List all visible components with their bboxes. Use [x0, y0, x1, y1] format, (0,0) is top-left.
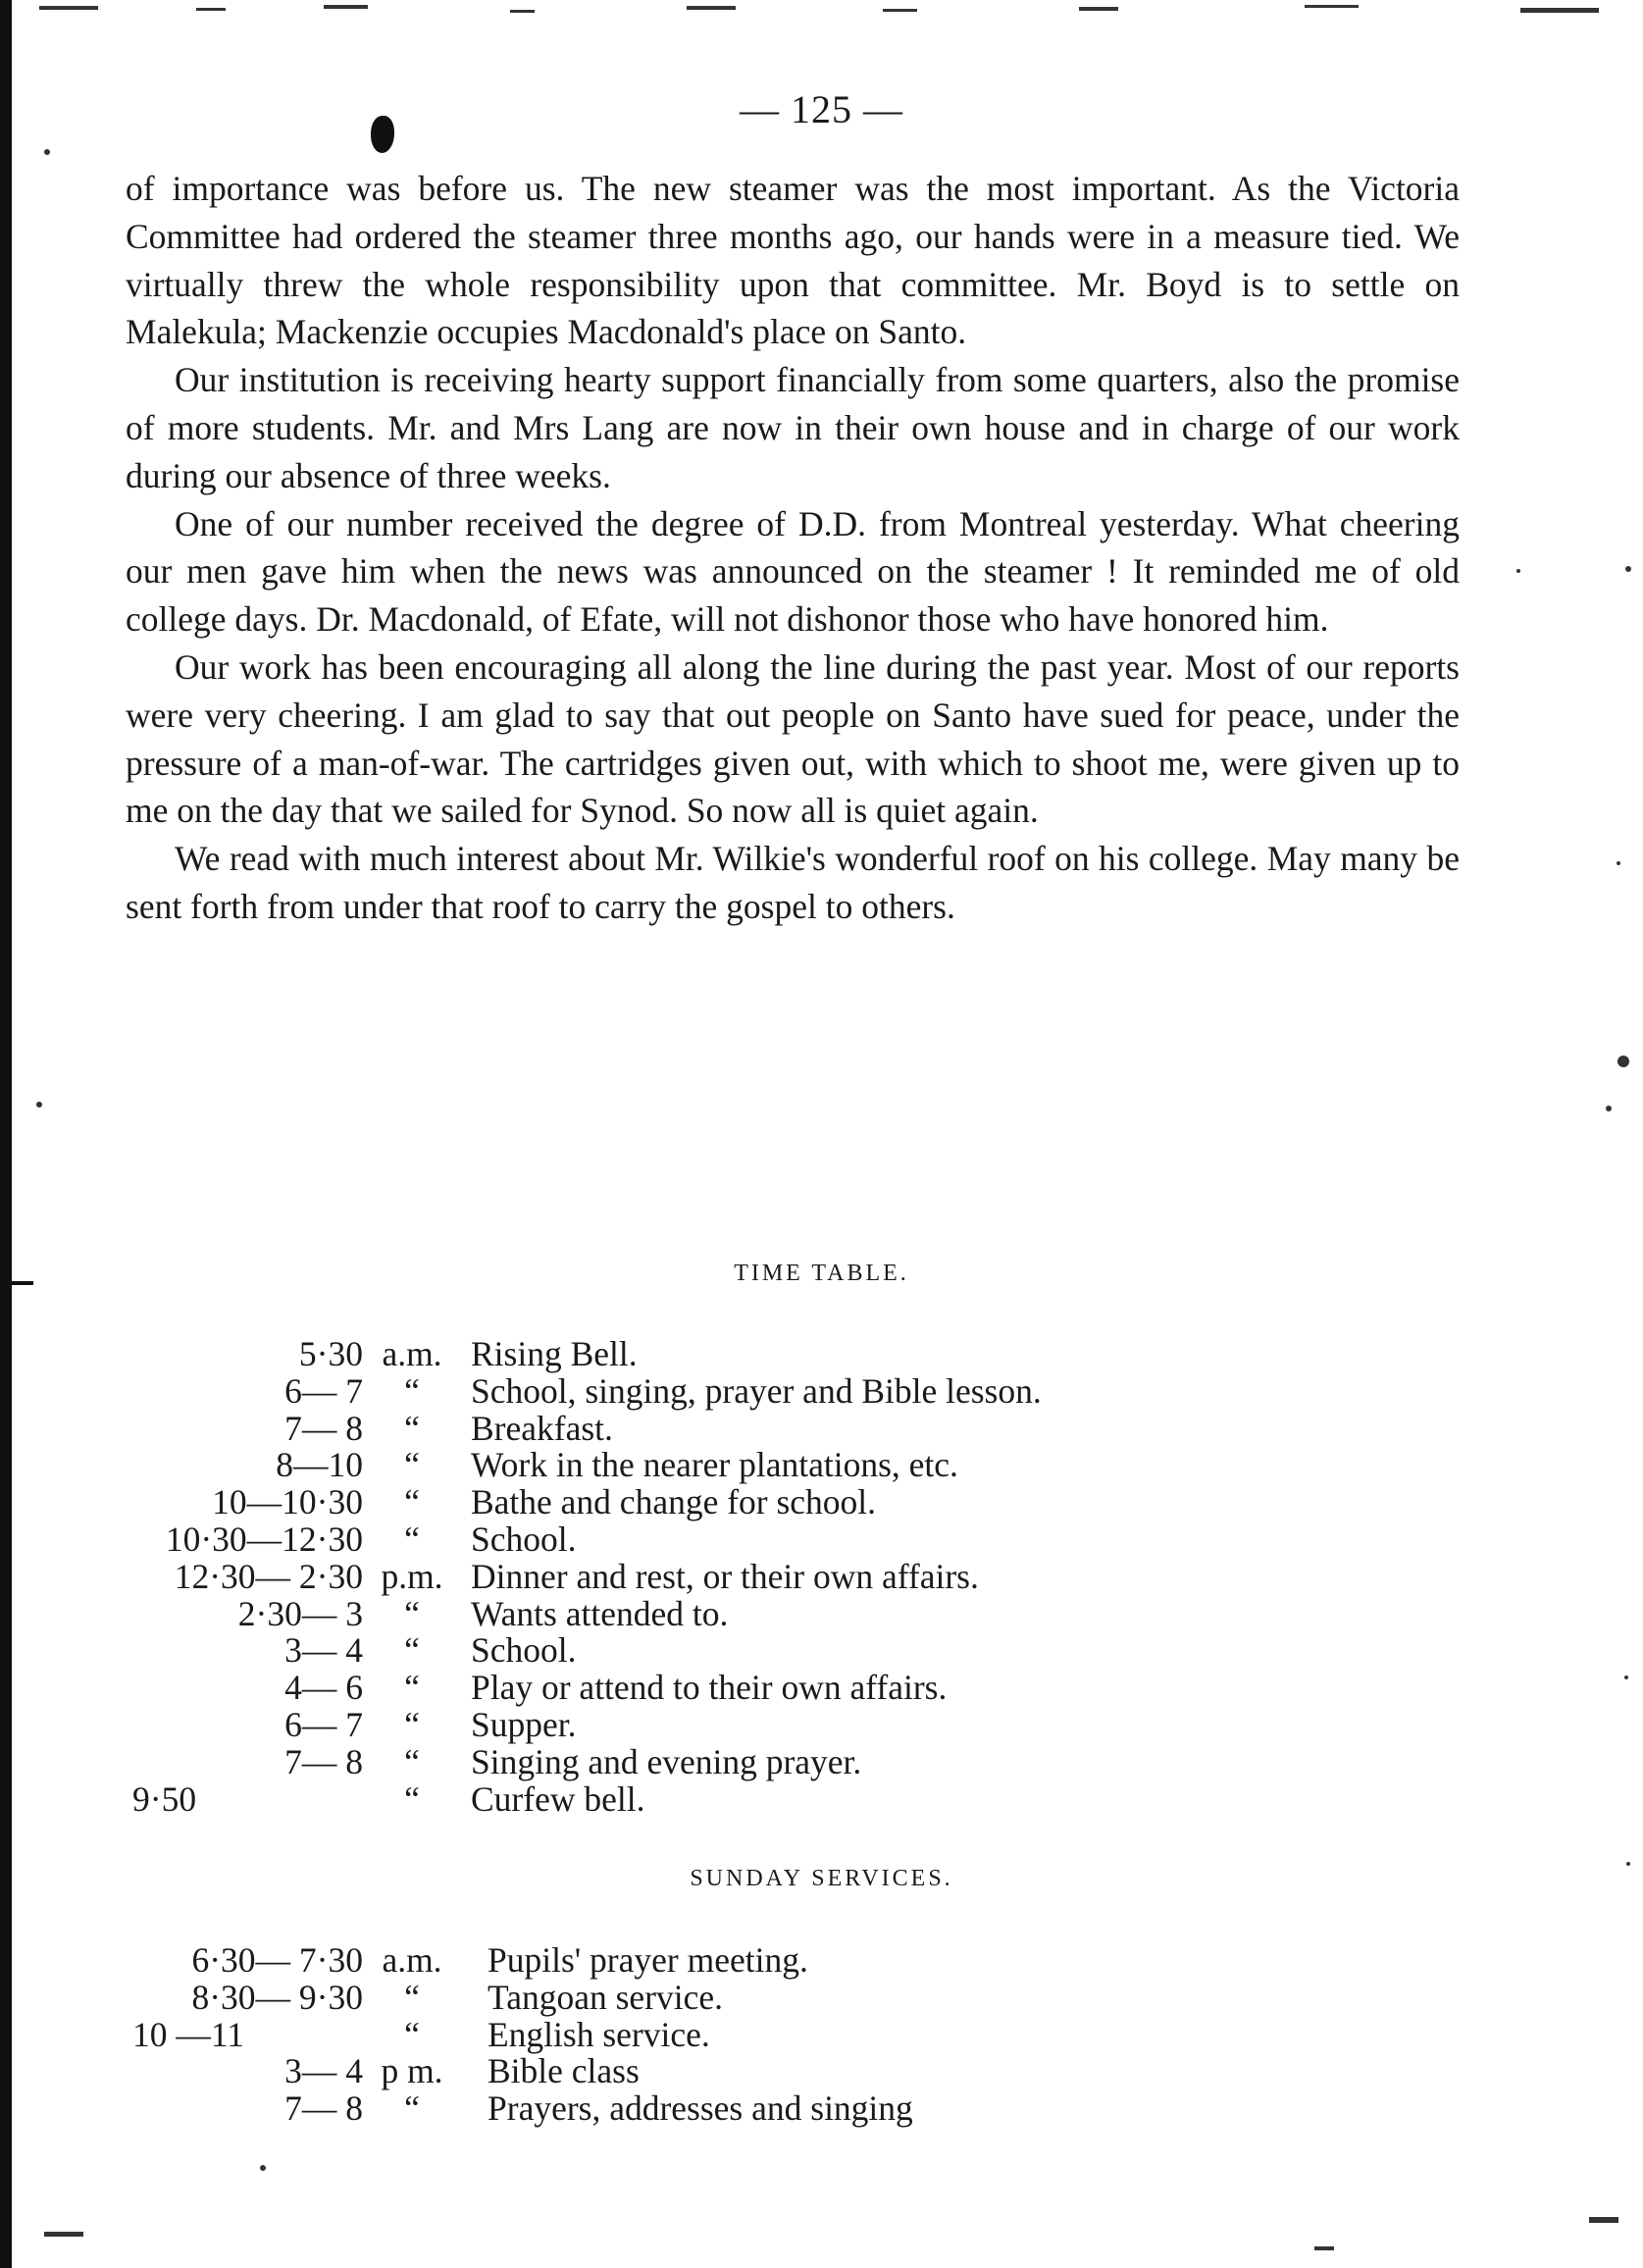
paragraph: We read with much interest about Mr. Wilkie's wonderful roof on his college. May many be sent forth from under that roof to carry the gospel to others. [126, 839, 1460, 926]
schedule-row [132, 1632, 1309, 1670]
service-period: p m. [381, 2051, 443, 2091]
schedule-activity: Singing and evening prayer. [471, 1741, 862, 1781]
schedule-period: “ [404, 1408, 420, 1448]
paragraph: One of our number received the degree of D.D. from Montreal yesterday. What cheering our men gave him when the news was announced on the steamer ! It reminded me of old college days. Dr. Macdonald, of Efate, will not dishonor those who have honored him. [126, 503, 1460, 640]
schedule-time: 2·30— 3 [237, 1593, 363, 1633]
schedule-time: 7— 8 [284, 1408, 363, 1448]
schedule-row [132, 1778, 1309, 1819]
schedule-activity: School. [471, 1519, 577, 1559]
schedule-time: 8—10 [276, 1445, 363, 1485]
service-row [132, 2053, 1309, 2090]
schedule-period: “ [404, 1630, 420, 1671]
schedule-period: “ [404, 1519, 420, 1559]
schedule-time: 10·30—12·30 [165, 1519, 363, 1559]
schedule-activity: School. [471, 1630, 577, 1671]
schedule-period: a.m. [382, 1334, 442, 1373]
schedule-row [132, 1593, 1309, 1633]
service-period: a.m. [382, 1940, 442, 1980]
schedule-time: 6— 7 [284, 1370, 363, 1411]
service-period: “ [404, 2014, 420, 2054]
schedule-row [132, 1484, 1309, 1521]
service-time: 7— 8 [284, 2088, 363, 2129]
schedule-time: 4— 6 [284, 1668, 363, 1708]
schedule-activity: Work in the nearer plantations, etc. [471, 1445, 958, 1485]
service-activity: Pupils' prayer meeting. [488, 1940, 808, 1980]
schedule-time: 7— 8 [284, 1741, 363, 1781]
service-activity: Prayers, addresses and singing [488, 2088, 913, 2129]
service-activity: Bible class [488, 2051, 640, 2091]
paragraph: Our institution is receiving hearty support financially from some quarters, also the promise of more students. Mr. and Mrs Lang are now in their own house and in charge of our work during our absence of three weeks. [126, 360, 1460, 495]
schedule-period: p.m. [381, 1556, 443, 1596]
sunday-services-heading: SUNDAY SERVICES. [690, 1866, 953, 1891]
schedule-row [132, 1336, 1309, 1373]
schedule-time: 9·50 [132, 1778, 197, 1819]
service-row [132, 2014, 1309, 2054]
schedule-period: “ [404, 1482, 420, 1522]
schedule-activity: Rising Bell. [471, 1334, 638, 1373]
service-time: 10 —11 [132, 2014, 245, 2054]
schedule-period: “ [404, 1445, 420, 1485]
service-row [132, 1977, 1309, 2017]
schedule-time: 3— 4 [284, 1630, 363, 1671]
schedule-period: “ [404, 1593, 420, 1633]
schedule-activity: Bathe and change for school. [471, 1482, 877, 1522]
service-period: “ [404, 2088, 420, 2129]
time-table-heading: TIME TABLE. [734, 1261, 909, 1286]
time-table [132, 1336, 1309, 1818]
schedule-period: “ [404, 1741, 420, 1781]
service-period: “ [404, 1977, 420, 2017]
service-row [132, 1942, 1309, 1980]
sunday-services [132, 1942, 1309, 2128]
schedule-activity: Curfew bell. [471, 1778, 645, 1819]
schedule-activity: School, singing, prayer and Bible lesson. [471, 1370, 1042, 1411]
schedule-activity: Supper. [471, 1704, 577, 1744]
schedule-activity: Play or attend to their own affairs. [471, 1668, 948, 1708]
schedule-row [132, 1556, 1309, 1596]
schedule-row [132, 1670, 1309, 1707]
schedule-time: 12·30— 2·30 [174, 1556, 363, 1596]
page-number: — 125 — [740, 87, 903, 131]
service-row [132, 2090, 1309, 2128]
schedule-activity: Dinner and rest, or their own affairs. [471, 1556, 979, 1596]
ink-blot [371, 116, 394, 153]
binding-shadow [0, 0, 12, 2268]
body-text [126, 165, 1460, 931]
schedule-row [132, 1447, 1309, 1484]
schedule-row [132, 1704, 1309, 1744]
schedule-row [132, 1370, 1309, 1411]
paragraph: Our work has been encouraging all along the line during the past year. Most of our reports were very cheering. I am glad to say that out people on Santo have sued for peace, under the pressure of a man-of-war. The cartridges given out, with which to shoot me, were given up to me on the day that we sailed for Synod. So now all is quiet again. [126, 646, 1460, 831]
service-time: 3— 4 [284, 2051, 363, 2091]
schedule-period: “ [404, 1370, 420, 1411]
schedule-time: 10—10·30 [212, 1482, 363, 1522]
schedule-row [132, 1521, 1309, 1559]
paragraph: of importance was before us. The new steamer was the most important. As the Victoria Committee had ordered the steamer three months ago, our hands were in a measure tied. We virtually threw the whole responsibility upon that committee. Mr. Boyd is to settle on Malekula; Mackenzie occupies Macdonald's place on Santo. [126, 169, 1460, 352]
schedule-time: 6— 7 [284, 1704, 363, 1744]
schedule-row [132, 1408, 1309, 1448]
service-time: 8·30— 9·30 [191, 1977, 363, 2017]
schedule-period: “ [404, 1704, 420, 1744]
service-activity: Tangoan service. [488, 1977, 723, 2017]
schedule-activity: Wants attended to. [471, 1593, 729, 1633]
schedule-period: “ [404, 1778, 420, 1819]
schedule-time: 5·30 [298, 1334, 363, 1373]
schedule-row [132, 1741, 1309, 1781]
schedule-activity: Breakfast. [471, 1408, 613, 1448]
schedule-period: “ [404, 1668, 420, 1708]
service-activity: English service. [488, 2014, 710, 2054]
service-time: 6·30— 7·30 [191, 1940, 363, 1980]
